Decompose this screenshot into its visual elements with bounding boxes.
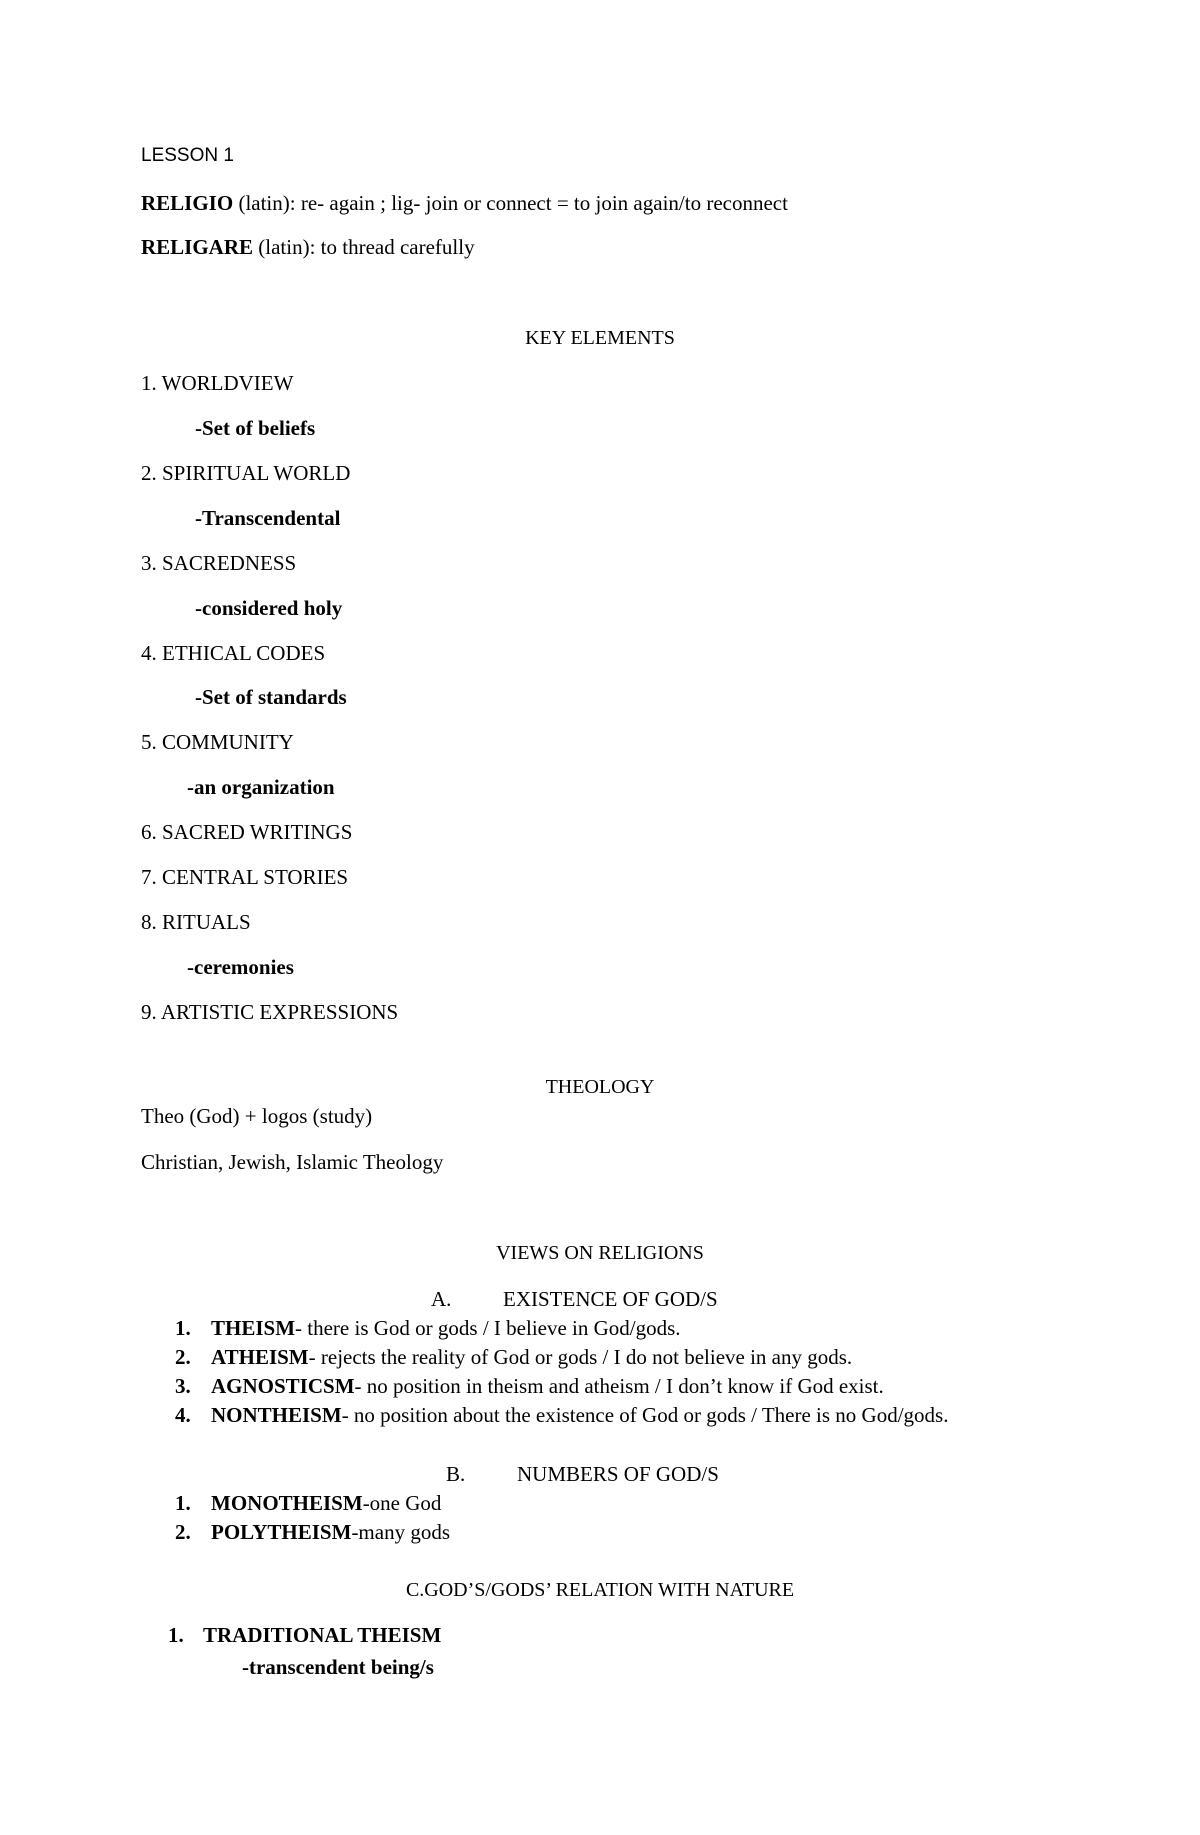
views-heading: VIEWS ON RELIGIONS [496, 1242, 704, 1264]
list-item [211, 1405, 948, 1426]
etymology-religare [141, 237, 475, 258]
list-text: - no position in theism and atheism / I don’t know if God exist. [354, 1374, 884, 1398]
section-c-title: C.GOD’S/GODS’ RELATION WITH NATURE [405, 1579, 795, 1601]
section-a-letter: A. [431, 1287, 452, 1311]
etymology-religio [141, 193, 788, 214]
key-element-item: 2. SPIRITUAL WORLD [141, 461, 351, 485]
section-b-letter: B. [446, 1462, 466, 1486]
list-item [211, 1376, 884, 1397]
list-text: - no position about the existence of God or gods / There is no God/gods. [341, 1403, 949, 1427]
definition-religare: (latin): to thread carefully [253, 235, 475, 259]
definition-religio: (latin): re- again ; lig- join or connect = to join again/to reconnect [233, 191, 788, 215]
list-term: AGNOSTICSM [211, 1374, 355, 1398]
term-religare: RELIGARE [141, 235, 254, 259]
key-element-item: 8. RITUALS [141, 910, 251, 934]
lesson-label: LESSON 1 [141, 145, 234, 166]
list-text: - there is God or gods / I believe in God/gods. [295, 1316, 681, 1340]
list-number: 1. [168, 1623, 184, 1647]
key-element-item: 9. ARTISTIC EXPRESSIONS [141, 1000, 399, 1024]
key-element-sub: -considered holy [195, 596, 343, 620]
key-element-sub: -Transcendental [195, 506, 341, 530]
key-element-sub: -ceremonies [187, 955, 294, 979]
theology-heading: THEOLOGY [545, 1076, 655, 1098]
key-element-item: 1. WORLDVIEW [141, 371, 294, 395]
key-element-item: 7. CENTRAL STORIES [141, 865, 349, 889]
list-number: 1. [175, 1316, 191, 1340]
key-element-item: 5. COMMUNITY [141, 730, 294, 754]
section-b-title: NUMBERS OF GOD/S [517, 1462, 719, 1486]
list-sub: -transcendent being/s [242, 1655, 434, 1679]
term-religio: RELIGIO [141, 191, 234, 215]
list-number: 1. [175, 1491, 191, 1515]
list-term: TRADITIONAL THEISM [203, 1623, 442, 1647]
section-a-title: EXISTENCE OF GOD/S [503, 1287, 718, 1311]
list-term: THEISM [211, 1316, 296, 1340]
theology-line: Theo (God) + logos (study) [141, 1104, 373, 1128]
list-number: 2. [175, 1345, 191, 1369]
list-number: 2. [175, 1520, 191, 1544]
list-item [211, 1318, 681, 1339]
key-element-item: 3. SACREDNESS [141, 551, 297, 575]
list-item [211, 1347, 852, 1368]
list-item [211, 1522, 450, 1543]
list-number: 4. [175, 1403, 191, 1427]
key-element-sub: -Set of beliefs [195, 416, 316, 440]
theology-line: Christian, Jewish, Islamic Theology [141, 1150, 444, 1174]
list-text: -many gods [351, 1520, 451, 1544]
list-term: MONOTHEISM [211, 1491, 363, 1515]
key-elements-heading: KEY ELEMENTS [525, 327, 675, 349]
list-term: NONTHEISM [211, 1403, 342, 1427]
key-element-sub: -an organization [187, 775, 335, 799]
list-number: 3. [175, 1374, 191, 1398]
list-term: ATHEISM [211, 1345, 309, 1369]
list-text: - rejects the reality of God or gods / I do not believe in any gods. [308, 1345, 853, 1369]
key-element-item: 4. ETHICAL CODES [141, 641, 326, 665]
list-text: -one God [362, 1491, 442, 1515]
key-element-item: 6. SACRED WRITINGS [141, 820, 353, 844]
key-element-sub: -Set of standards [195, 685, 347, 709]
list-term: POLYTHEISM [211, 1520, 352, 1544]
list-item [211, 1493, 441, 1514]
